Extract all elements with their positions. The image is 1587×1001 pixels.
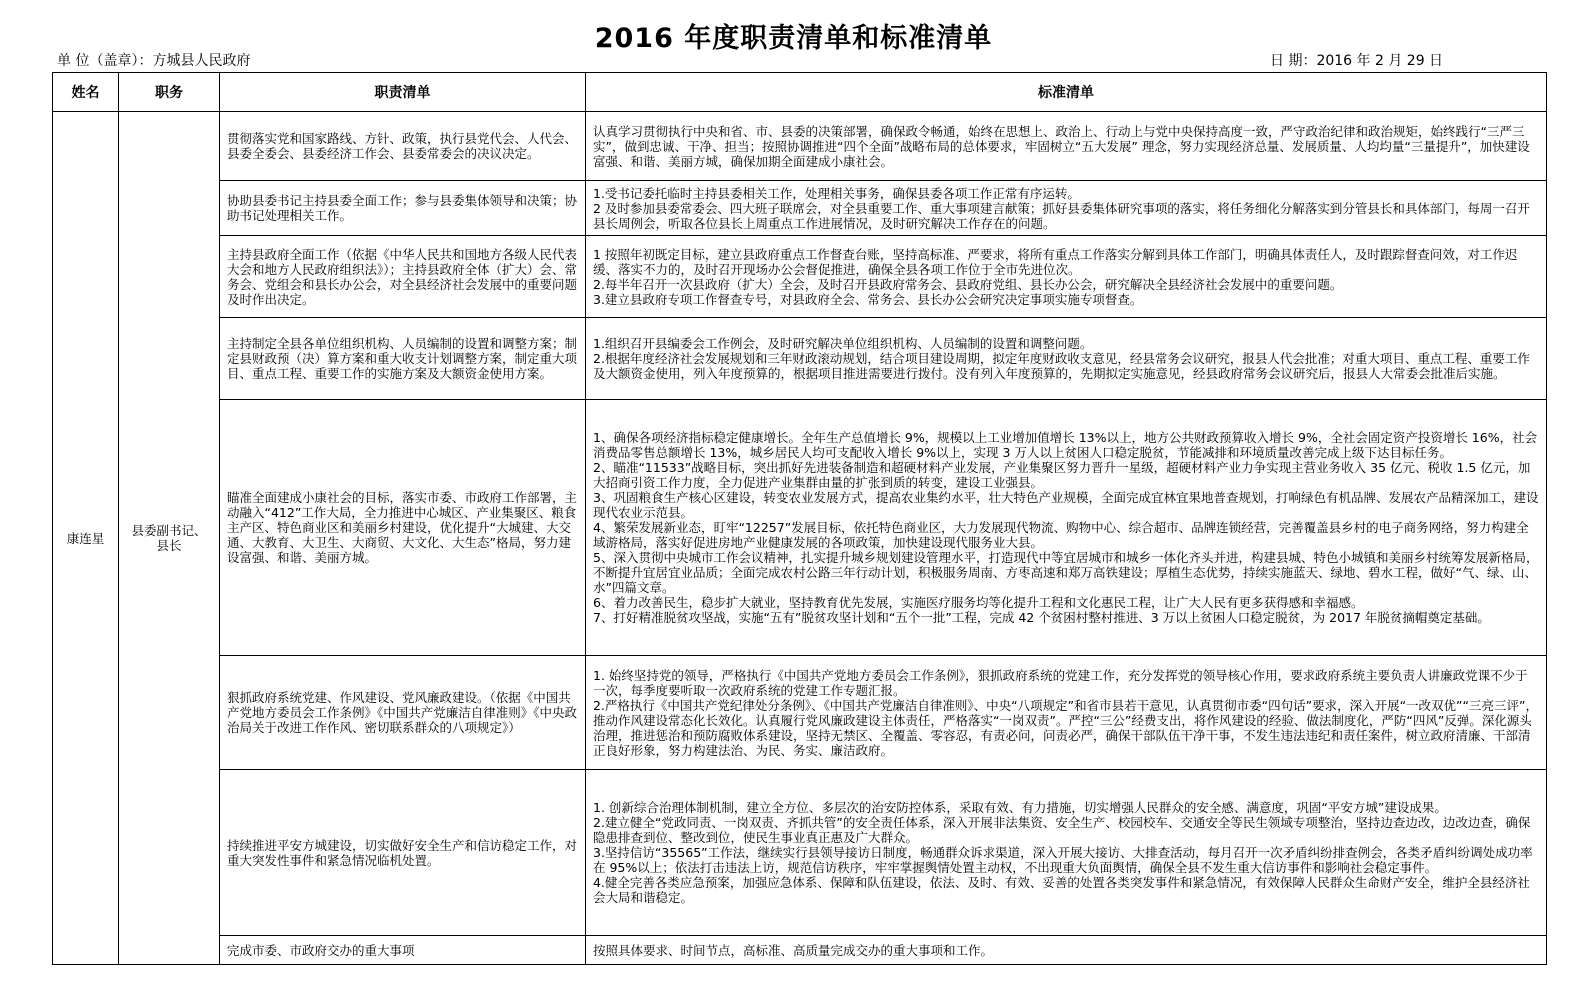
date-line: 日 期：2016 年 2 月 29 日 xyxy=(1270,53,1444,69)
standard-item: 2 及时参加县委常委会、四大班子联席会，对全县重要工作、重大事项建言献策；抓好县委集体研究事项的落实，将任务细化分解落实到分管县长和具体部门，每周一召开县长周例会，听取各位县长上周重点工作进展情况，及时研究解决工作存在的问题。 xyxy=(593,200,1530,231)
standard-cell xyxy=(586,181,1547,236)
duty-cell: 主持制定全县各单位组织机构、人员编制的设置和调整方案；制定县财政预（决）算方案和重大收支计划调整方案，制定重大项目、重点工程、重要工作的实施方案及大额资金使用方案。 xyxy=(220,318,586,400)
header-standard: 标准清单 xyxy=(586,73,1547,112)
standard-item: 2、瞄准“11533”战略目标，突出抓好先进装备制造和超硬材料产业发展，产业集聚区努力晋升一星级，超硬材料产业力争实现主营业务收入 35 亿元、税收 1.5 亿元，加大招商引资工作力度，全力促进产业集群由量的扩张到质的转变，建设工业强县。 xyxy=(593,460,1531,490)
standard-item: 2.严格执行《中国共产党纪律处分条例》、《中国共产党廉洁自律准则》、中央“八项规定”和省市县若干意见，认真贯彻市委“四句话”要求，深入开展“一改双优”“三亮三评”，推动作风建设常态化长效化。认真履行党风廉政建设主体责任，严格落实“一岗双责”。严控“三公”经费支出，将作风建设的经验、做法制度化，严防“四风”反弹。深化源头治理，推进惩治和预防腐败体系建设，坚持无禁区、全覆盖、零容忍，有责必问，问责必严，确保干部队伍干净干事，不发生违法违纪和责任案件，树立政府清廉、干部清正良好形象，努力构建法治、为民、务实、廉洁政府。 xyxy=(593,697,1538,758)
header-row xyxy=(53,73,1547,112)
standard-item: 1.受书记委托临时主持县委相关工作，处理相关事务，确保县委各项工作正常有序运转。 xyxy=(593,185,1080,201)
standard-item: 认真学习贯彻执行中央和省、市、县委的决策部署，确保政令畅通，始终在思想上、政治上、行动上与党中央保持高度一致，严守政治纪律和政治规矩，始终践行“三严三实”，做到忠诚、干净、担当；按照协调推进“四个全面”战略布局的总体要求，牢固树立“五大发展” 理念，努力实现经济总量、发展质量、人均均量“三量提升”，加快建设富强、和谐、美丽方城，确保加期全面建成小康社会。 xyxy=(593,123,1530,169)
person-name: 康连星 xyxy=(53,112,119,965)
standard-item: 1.组织召开县编委会工作例会，及时研究解决单位组织机构、人员编制的设置和调整问题。 xyxy=(593,336,1093,351)
standard-item: 4.健全完善各类应急预案，加强应急体系、保障和队伍建设，依法、及时、有效、妥善的处置各类突发事件和紧急情况，有效保障人民群众生命财产安全，维护全县经济社会大局和谐稳定。 xyxy=(593,875,1530,905)
page-title: 2016 年度职责清单和标准清单 xyxy=(594,23,993,54)
standard-item: 1. 创新综合治理体制机制，建立全方位、多层次的治安防控体系，采取有效、有力措施，切实增强人民群众的安全感、满意度，巩固“平安方城”建设成果。 xyxy=(593,800,1447,815)
header-duty: 职责清单 xyxy=(220,73,586,112)
standard-cell xyxy=(586,770,1547,936)
table-row xyxy=(53,400,1547,656)
standard-cell xyxy=(586,318,1547,400)
standard-cell xyxy=(586,656,1547,770)
standard-item: 2.根据年度经济社会发展规划和三年财政滚动规划，结合项目建设周期，拟定年度财政收支意见，经县常务会议研究，报县人代会批准；对重大项目、重点工程、重要工作及大额资金使用，列入年度预算的，根据项目推进需要进行拨付。没有列入年度预算的，先期拟定实施意见，经县政府常务会议研究后，报县人大常委会批准后实施。 xyxy=(593,351,1530,381)
table-row xyxy=(53,181,1547,236)
standard-cell xyxy=(586,400,1547,656)
standard-item: 4、繁荣发展新业态，盯牢“12257”发展目标，依托特色商业区，大力发展现代物流、购物中心、综合超市、品牌连锁经营，完善覆盖县乡村的电子商务网络，努力构建全域游格局，落实好促进房地产业健康发展的各项政策，加快建设现代服务业大县。 xyxy=(593,520,1529,550)
table-row xyxy=(53,936,1547,965)
standard-item: 3.建立县政府专项工作督查专号，对县政府全会、常务会、县长办公会研究决定事项实施专项督查。 xyxy=(593,291,1143,307)
standard-item: 3.坚持信访“35565”工作法，继续实行县领导接访日制度，畅通群众诉求渠道，深入开展大接访、大排查活动，每月召开一次矛盾纠纷排查例会，各类矛盾纠纷调处成功率在 95%以上；依法打击违法上访，规范信访秩序，牢牢掌握舆情处置主动权，不出现重大负面舆情，确保全县不发生重大信访事件和影响社会稳定事件。 xyxy=(593,845,1533,875)
standard-cell xyxy=(586,236,1547,318)
duty-cell: 持续推进平安方城建设，切实做好安全生产和信访稳定工作，对重大突发性事件和紧急情况临机处置。 xyxy=(220,770,586,936)
unit-line: 单 位（盖章）：方城县人民政府 xyxy=(57,53,251,69)
standard-item: 2.每半年召开一次县政府（扩大）全会，及时召开县政府常务会、县政府党组、县长办公会，研究解决全县经济社会发展中的重要问题。 xyxy=(593,276,1343,292)
header-post: 职务 xyxy=(119,73,220,112)
table-row xyxy=(53,318,1547,400)
table-row xyxy=(53,236,1547,318)
standard-item: 5、深入贯彻中央城市工作会议精神，扎实提升城乡规划建设管理水平，打造现代中等宜居城市和城乡一体化齐头并进，构建县城、特色小城镇和美丽乡村统筹发展新格局，不断提升宜居宜业品质；全面完成农村公路三年行动计划，积极服务周南、方枣高速和郑万高铁建设；厚植生态优势，持续实施蓝天、绿地、碧水工程，做好“气、绿、山、水”四篇文章。 xyxy=(593,550,1539,595)
duty-cell: 狠抓政府系统党建、作风建设、党风廉政建设。（依据《中国共产党地方委员会工作条例》《中国共产党廉洁自律准则》《中央政治局关于改进工作作风、密切联系群众的八项规定》） xyxy=(220,656,586,770)
standard-cell xyxy=(586,112,1547,181)
standard-item: 1、确保各项经济指标稳定健康增长。全年生产总值增长 9%，规模以上工业增加值增长 13%以上，地方公共财政预算收入增长 9%，全社会固定资产投资增长 16%，社会消费品零售总额增长 13%，城乡居民人均可支配收入增长 9%以上，实现 3 万人以上贫困人口稳定脱贫，节能减排和环境质量改善完成上级下达目标任务。 xyxy=(593,430,1538,460)
standard-item: 3、巩固粮食生产核心区建设，转变农业发展方式，提高农业集约水平，壮大特色产业规模，全面完成宜林宜果地普查规划，打响绿色有机品牌、发展农产品精深加工，建设现代农业示范县。 xyxy=(593,490,1539,520)
duty-cell: 贯彻落实党和国家路线、方针、政策，执行县党代会、人代会、县委全委会、县委经济工作会、县委常委会的决议决定。 xyxy=(220,112,586,181)
standard-item: 2.建立健全“党政同责、一岗双责、齐抓共管”的安全责任体系，深入开展非法集资、安全生产、校园校车、交通安全等民生领域专项整治，坚持边查边改，边改边查，确保隐患排查到位、整改到位，使民生事业真正惠及广大群众。 xyxy=(593,815,1531,845)
standard-item: 7、打好精准脱贫攻坚战，实施“五有”脱贫攻坚计划和“五个一批”工程，完成 42 个贫困村整村推进、3 万以上贫困人口稳定脱贫，为 2017 年脱贫摘帽奠定基础。 xyxy=(593,610,1490,625)
duty-cell: 主持县政府全面工作（依据《中华人民共和国地方各级人民代表大会和地方人民政府组织法》）；主持县政府全体（扩大）会、常务会、党组会和县长办公会，对全县经济社会发展中的重要问题及时作出决定。 xyxy=(220,236,586,318)
standard-item: 按照具体要求、时间节点，高标准、高质量完成交办的重大事项和工作。 xyxy=(593,942,994,958)
standard-item: 6、着力改善民生，稳步扩大就业，坚持教育优先发展，实施医疗服务均等化提升工程和文化惠民工程，让广大人民有更多获得感和幸福感。 xyxy=(593,595,1364,610)
duty-table xyxy=(52,72,1547,965)
table-row xyxy=(53,112,1547,181)
duty-cell: 协助县委书记主持县委全面工作；参与县委集体领导和决策；协助书记处理相关工作。 xyxy=(220,181,586,236)
standard-cell xyxy=(586,936,1547,965)
header-name: 姓名 xyxy=(53,73,119,112)
duty-cell: 完成市委、市政府交办的重大事项 xyxy=(220,936,586,965)
standard-item: 1. 始终坚持党的领导，严格执行《中国共产党地方委员会工作条例》，狠抓政府系统的党建工作，充分发挥党的领导核心作用，要求政府系统主要负责人讲廉政党课不少于一次，每季度要听取一次政府系统的党建工作专题汇报。 xyxy=(593,667,1528,698)
duty-cell: 瞄准全面建成小康社会的目标，落实市委、市政府工作部署，主动融入“412”工作大局，全力推进中心城区、产业集聚区、粮食主产区、特色商业区和美丽乡村建设，优化提升“大城建、大交通、大教育、大卫生、大商贸、大文化、大生态”格局，努力建设富强、和谐、美丽方城。 xyxy=(220,400,586,656)
standard-item: 1 按照年初既定目标，建立县政府重点工作督查台账，坚持高标准、严要求，将所有重点工作落实分解到具体工作部门，明确具体责任人，及时跟踪督查问效，对工作迟缓、落实不力的，及时召开现场办公会督促推进，确保全县各项工作位于全市先进位次。 xyxy=(593,246,1518,277)
table-row xyxy=(53,656,1547,770)
person-post: 县委副书记、县长 xyxy=(119,112,220,965)
table-row xyxy=(53,770,1547,936)
